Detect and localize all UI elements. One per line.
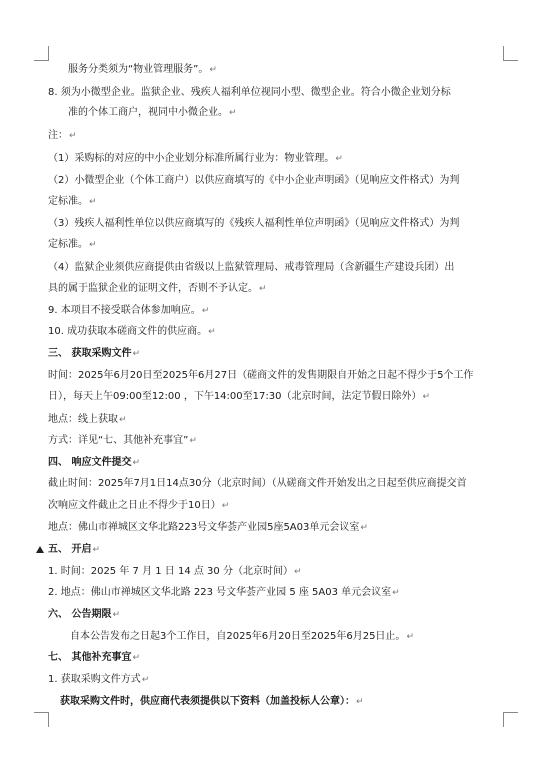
section-heading-4: 四、 响应文件提交↵ [48, 457, 141, 468]
section-heading-3: 三、 获取采购文件↵ [48, 348, 141, 359]
line-30: 获取采购文件时，供应商代表须提供以下资料（加盖投标人公章）：↵ [60, 696, 364, 707]
line-4: 注：↵ [48, 130, 77, 141]
line-21: 次响应文件截止之日止不得少于10日）↵ [48, 500, 230, 511]
line-2: 8. 须为小微型企业。监狱企业、残疾人福利单位视同小型、微型企业。符合小微企业划分标 [48, 87, 451, 98]
line-16: 日），每天上午09:00至12:00 ，下午14:00至17:30（北京时间，法定节假日除外）↵ [48, 391, 430, 402]
section-heading-5: 五、 开启↵ [48, 544, 101, 555]
line-15: 时间：2025年6月20日至2025年6月27日（磋商文件的发售期限自开始之日起不得少于5个工作 [48, 370, 474, 381]
line-13: 10. 成功获取本磋商文件的供应商。↵ [48, 326, 216, 337]
line-11: 具的属于监狱企业的证明文件，否则不予认定。↵ [48, 283, 267, 294]
corner-mark-bottom-right [503, 712, 518, 727]
line-18: 方式：详见“七、其他补充事宜”↵ [48, 435, 197, 446]
corner-mark-bottom-left [34, 712, 49, 727]
line-7: 定标准。↵ [48, 196, 97, 207]
line-1: 服务分类须为“物业管理服务”。↵ [68, 64, 217, 75]
line-24: 1. 时间：2025 年 7 月 1 日 14 点 30 分（北京时间）↵ [48, 566, 302, 577]
line-22: 地点：佛山市禅城区文华北路223号文华荟产业园5座5A03单元会议室↵ [48, 522, 368, 533]
line-17: 地点：线上获取↵ [48, 414, 127, 425]
line-3: 准的个体工商户，视同中小微企业。↵ [68, 107, 237, 118]
line-8: （3）残疾人福利性单位以供应商填写的《残疾人福利性单位声明函》（见响应文件格式）为判 [48, 218, 460, 229]
corner-mark-top-right [503, 46, 518, 61]
line-25: 2. 地点：佛山市禅城区文华北路 223 号文华荟产业园 5 座 5A03 单元会议室↵ [48, 587, 400, 598]
line-10: （4）监狱企业须供应商提供由省级以上监狱管理局、戒毒管理局（含新疆生产建设兵团）出 [48, 262, 455, 273]
line-12: 9. 本项目不接受联合体参加响应。↵ [48, 305, 210, 316]
section-heading-6: 六、 公告期限↵ [48, 609, 121, 620]
line-27: 自本公告发布之日起3个工作日，自2025年6月20日至2025年6月25日止。↵ [70, 631, 414, 642]
collapse-triangle-icon[interactable] [36, 546, 44, 553]
line-29: 1. 获取采购文件方式↵ [48, 674, 150, 685]
line-9: 定标准。↵ [48, 239, 97, 250]
line-5: （1）采购标的对应的中小企业划分标准所属行业为：物业管理。↵ [48, 153, 343, 164]
section-heading-7: 七、 其他补充事宜↵ [48, 652, 141, 663]
line-6: （2）小微型企业（个体工商户）以供应商填写的《中小企业声明函》（见响应文件格式）为判 [48, 175, 460, 186]
corner-mark-top-left [34, 46, 49, 61]
line-20: 截止时间：2025年7月1日14点30分（北京时间）（从磋商文件开始发出之日起至供应商提交首 [48, 478, 467, 489]
